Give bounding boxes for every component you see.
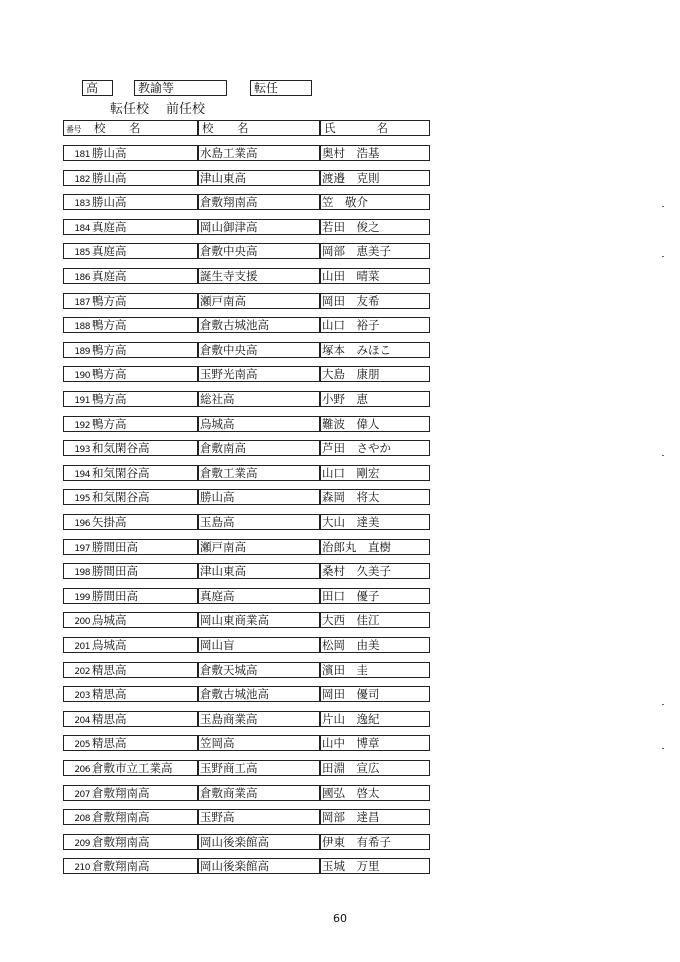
label-school-type: 高	[82, 80, 113, 96]
school-name: 勝山高	[92, 195, 127, 209]
school-name: 勝間田高	[92, 540, 138, 554]
teacher-name: 田淵 宣広	[319, 760, 430, 776]
school-name: 真庭高	[92, 269, 127, 283]
margin-mark	[662, 455, 664, 456]
school-name: 勝間田高	[92, 589, 138, 603]
row-number: 189	[74, 347, 90, 357]
previous-school: 誕生寺支援	[197, 268, 321, 284]
school-cell	[63, 219, 199, 235]
school-cell	[63, 662, 199, 678]
label-position: 教諭等	[134, 80, 227, 96]
school-name: 烏城高	[92, 613, 127, 627]
school-cell	[63, 366, 199, 382]
teacher-name: 松岡 由美	[319, 637, 430, 653]
school-cell	[63, 760, 199, 776]
previous-school: 倉敷南高	[197, 440, 321, 456]
row-number: 200	[74, 617, 90, 627]
school-cell	[63, 612, 199, 628]
header-name: 氏 名	[319, 120, 430, 136]
teacher-name: 渡邉 克則	[319, 170, 430, 186]
school-name: 鴨方高	[92, 294, 127, 308]
school-cell	[63, 539, 199, 555]
row-number: 193	[74, 445, 90, 455]
school-cell	[63, 465, 199, 481]
school-cell	[63, 268, 199, 284]
previous-school: 真庭高	[197, 588, 321, 604]
previous-school: 水島工業高	[197, 145, 321, 161]
school-name: 精思高	[92, 712, 127, 726]
school-name: 倉敷翔南高	[92, 859, 150, 873]
previous-school: 烏城高	[197, 416, 321, 432]
row-number: 203	[74, 691, 90, 701]
previous-school: 玉島商業高	[197, 711, 321, 727]
row-number: 186	[74, 273, 90, 283]
margin-mark	[662, 748, 664, 749]
school-cell	[63, 342, 199, 358]
teacher-name: 治郎丸 直樹	[319, 539, 430, 555]
school-cell	[63, 514, 199, 530]
teacher-name: 濱田 圭	[319, 662, 430, 678]
previous-school: 瀬戸南高	[197, 293, 321, 309]
row-number: 195	[74, 494, 90, 504]
row-number: 198	[74, 568, 90, 578]
school-cell	[63, 317, 199, 333]
school-cell	[63, 194, 199, 210]
school-name: 矢掛高	[92, 515, 127, 529]
row-number: 205	[74, 740, 90, 750]
school-name: 真庭高	[92, 244, 127, 258]
teacher-name: 山中 博章	[319, 735, 430, 751]
teacher-name: 桑村 久美子	[319, 563, 430, 579]
school-name: 鴨方高	[92, 367, 127, 381]
school-cell	[63, 145, 199, 161]
teacher-name: 岡田 優司	[319, 686, 430, 702]
header-school-cell	[63, 120, 199, 136]
teacher-name: 塚本 みほこ	[319, 342, 430, 358]
school-cell	[63, 686, 199, 702]
school-cell	[63, 637, 199, 653]
row-number: 183	[74, 199, 90, 209]
teacher-name: 國弘 啓太	[319, 785, 430, 801]
header-school: 校 名	[94, 121, 147, 135]
row-number: 181	[74, 150, 90, 160]
previous-school: 倉敷古城池高	[197, 686, 321, 702]
row-number: 188	[74, 322, 90, 332]
teacher-name: 難波 偉人	[319, 416, 430, 432]
previous-school: 岡山後楽館高	[197, 834, 321, 850]
teacher-name: 岡部 恵美子	[319, 243, 430, 259]
row-number: 190	[74, 371, 90, 381]
teacher-name: 玉城 万里	[319, 858, 430, 874]
previous-school: 笠岡高	[197, 735, 321, 751]
row-number: 182	[74, 175, 90, 185]
school-name: 真庭高	[92, 220, 127, 234]
school-cell	[63, 809, 199, 825]
caption-previous-school: 前任校	[166, 102, 206, 117]
row-number: 210	[74, 863, 90, 873]
previous-school: 津山東高	[197, 170, 321, 186]
teacher-name: 岡部 達昌	[319, 809, 430, 825]
margin-mark	[662, 206, 664, 207]
school-cell	[63, 170, 199, 186]
row-number: 207	[74, 790, 90, 800]
school-cell	[63, 563, 199, 579]
row-number: 194	[74, 470, 90, 480]
previous-school: 勝山高	[197, 489, 321, 505]
row-number: 208	[74, 814, 90, 824]
school-cell	[63, 391, 199, 407]
teacher-name: 大山 達美	[319, 514, 430, 530]
row-number: 196	[74, 519, 90, 529]
previous-school: 倉敷中央高	[197, 243, 321, 259]
school-cell	[63, 858, 199, 874]
page-number: 60	[333, 912, 347, 925]
school-name: 勝山高	[92, 146, 127, 160]
school-cell	[63, 293, 199, 309]
row-number: 191	[74, 396, 90, 406]
teacher-name: 森岡 将太	[319, 489, 430, 505]
previous-school: 瀬戸南高	[197, 539, 321, 555]
row-number: 201	[74, 642, 90, 652]
school-name: 精思高	[92, 736, 127, 750]
row-number: 199	[74, 593, 90, 603]
school-name: 精思高	[92, 663, 127, 677]
teacher-name: 笠 敬介	[319, 194, 430, 210]
previous-school: 倉敷古城池高	[197, 317, 321, 333]
teacher-name: 小野 恵	[319, 391, 430, 407]
previous-school: 玉野商工高	[197, 760, 321, 776]
header-prev-school: 校 名	[197, 120, 321, 136]
label-transfer-type: 転任	[250, 80, 312, 96]
row-number: 209	[74, 839, 90, 849]
teacher-name: 伊東 有希子	[319, 834, 430, 850]
school-cell	[63, 834, 199, 850]
previous-school: 倉敷中央高	[197, 342, 321, 358]
teacher-name: 山口 剛宏	[319, 465, 430, 481]
school-name: 鴨方高	[92, 318, 127, 332]
row-number: 185	[74, 248, 90, 258]
row-number: 197	[74, 544, 90, 554]
teacher-name: 若田 俊之	[319, 219, 430, 235]
row-number: 192	[74, 421, 90, 431]
school-name: 倉敷市立工業高	[92, 761, 173, 775]
teacher-name: 山口 裕子	[319, 317, 430, 333]
teacher-name: 田口 優子	[319, 588, 430, 604]
school-cell	[63, 416, 199, 432]
previous-school: 岡山御津高	[197, 219, 321, 235]
school-name: 鴨方高	[92, 417, 127, 431]
previous-school: 玉野光南高	[197, 366, 321, 382]
school-cell	[63, 489, 199, 505]
school-cell	[63, 243, 199, 259]
previous-school: 津山東高	[197, 563, 321, 579]
school-name: 鴨方高	[92, 392, 127, 406]
school-name: 精思高	[92, 687, 127, 701]
caption-new-school: 転任校	[110, 102, 150, 117]
school-cell	[63, 588, 199, 604]
row-number: 206	[74, 765, 90, 775]
previous-school: 岡山盲	[197, 637, 321, 653]
previous-school: 倉敷工業高	[197, 465, 321, 481]
school-name: 倉敷翔南高	[92, 835, 150, 849]
school-name: 倉敷翔南高	[92, 810, 150, 824]
school-cell	[63, 785, 199, 801]
margin-mark	[662, 704, 664, 705]
previous-school: 倉敷翔南高	[197, 194, 321, 210]
school-name: 和気閑谷高	[92, 441, 150, 455]
teacher-name: 大西 佳江	[319, 612, 430, 628]
school-name: 烏城高	[92, 638, 127, 652]
row-number: 184	[74, 224, 90, 234]
school-name: 和気閑谷高	[92, 466, 150, 480]
previous-school: 玉島高	[197, 514, 321, 530]
previous-school: 岡山東商業高	[197, 612, 321, 628]
school-cell	[63, 440, 199, 456]
header-number: 番号	[66, 125, 81, 134]
school-name: 鴨方高	[92, 343, 127, 357]
teacher-name: 山田 晴菜	[319, 268, 430, 284]
previous-school: 岡山後楽館高	[197, 858, 321, 874]
teacher-name: 芦田 さやか	[319, 440, 430, 456]
previous-school: 倉敷天城高	[197, 662, 321, 678]
teacher-name: 奥村 浩基	[319, 145, 430, 161]
previous-school: 総社高	[197, 391, 321, 407]
school-cell	[63, 735, 199, 751]
row-number: 204	[74, 716, 90, 726]
school-name: 倉敷翔南高	[92, 786, 150, 800]
previous-school: 玉野高	[197, 809, 321, 825]
school-name: 勝山高	[92, 171, 127, 185]
row-number: 202	[74, 667, 90, 677]
school-cell	[63, 711, 199, 727]
row-number: 187	[74, 298, 90, 308]
school-name: 勝間田高	[92, 564, 138, 578]
margin-mark	[662, 256, 664, 257]
teacher-name: 大島 康朋	[319, 366, 430, 382]
previous-school: 倉敷商業高	[197, 785, 321, 801]
teacher-name: 片山 逸紀	[319, 711, 430, 727]
teacher-name: 岡田 友希	[319, 293, 430, 309]
school-name: 和気閑谷高	[92, 490, 150, 504]
